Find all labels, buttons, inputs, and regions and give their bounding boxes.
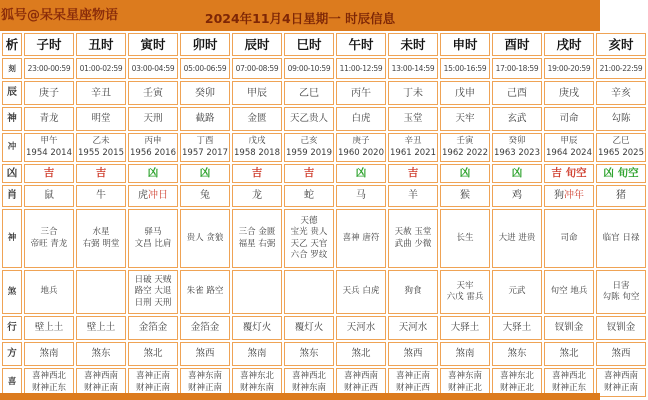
cell-shafang: 煞东 (76, 342, 126, 366)
row-label: 冲 (2, 133, 22, 162)
cell-zhishen: 天牢 (440, 107, 490, 131)
cell-shichen: 庚戌 (544, 81, 594, 105)
cell-jixiong: 凶 旬空 (596, 164, 646, 183)
cell-shichen: 戊申 (440, 81, 490, 105)
cell-shike: 15:00-16:59 (440, 58, 490, 79)
column-header: 寅时 (128, 33, 178, 56)
column-header: 酉时 (492, 33, 542, 56)
cell-chong: 庚子 1960 2020 (336, 133, 386, 162)
page-title: 2024年11月4日星期一 时辰信息 (204, 11, 396, 26)
cell-shichen: 壬寅 (128, 81, 178, 105)
cell-xiongsha: 元武 (492, 270, 542, 314)
cell-shafang: 煞南 (232, 342, 282, 366)
cell-shengxiao: 狗冲年 (544, 185, 594, 207)
cell-chong: 甲午 1954 2014 (24, 133, 74, 162)
cell-zhishen: 天刑 (128, 107, 178, 131)
row-label: 刻 (2, 58, 22, 79)
row-label: 神 (2, 209, 22, 268)
cell-shichen: 甲辰 (232, 81, 282, 105)
cell-caixi: 喜神西北 财神正东 (544, 368, 594, 397)
cell-shengxiao: 龙 (232, 185, 282, 207)
cell-caixi: 喜神东北 财神正北 (492, 368, 542, 397)
cell-shike: 17:00-18:59 (492, 58, 542, 79)
row-label: 辰 (2, 81, 22, 105)
cell-zhishen: 勾陈 (596, 107, 646, 131)
cell-shafang: 煞北 (544, 342, 594, 366)
cell-chong: 辛丑 1961 2021 (388, 133, 438, 162)
row-label: 凶 (2, 164, 22, 183)
cell-shike: 07:00-08:59 (232, 58, 282, 79)
cell-shichen: 辛亥 (596, 81, 646, 105)
cell-zhishen: 天乙贵人 (284, 107, 334, 131)
cell-shichen: 己酉 (492, 81, 542, 105)
cell-xiongsha (284, 270, 334, 314)
cell-chong: 丁酉 1957 2017 (180, 133, 230, 162)
cell-shike: 05:00-06:59 (180, 58, 230, 79)
cell-shichen: 庚子 (24, 81, 74, 105)
cell-shike: 21:00-22:59 (596, 58, 646, 79)
cell-jixiong: 吉 旬空 (544, 164, 594, 183)
cell-jixiong: 吉 (388, 164, 438, 183)
cell-shengxiao: 猴 (440, 185, 490, 207)
cell-shafang: 煞南 (440, 342, 490, 366)
row-label: 肖 (2, 185, 22, 207)
cell-jishen: 三合 金匮 福星 右弼 (232, 209, 282, 268)
cell-shafang: 煞西 (596, 342, 646, 366)
cell-chong: 乙未 1955 2015 (76, 133, 126, 162)
row-label: 煞 (2, 270, 22, 314)
cell-wuxing: 大驿土 (440, 316, 490, 340)
watermark-text: 狐号@呆呆星座物语 (1, 8, 119, 23)
cell-xiongsha: 日害 勾陈 旬空 (596, 270, 646, 314)
cell-chong: 甲辰 1964 2024 (544, 133, 594, 162)
cell-chong: 己亥 1959 2019 (284, 133, 334, 162)
column-header: 卯时 (180, 33, 230, 56)
cell-xiongsha: 旬空 地兵 (544, 270, 594, 314)
cell-chong: 壬寅 1962 2022 (440, 133, 490, 162)
cell-chong: 乙巳 1965 2025 (596, 133, 646, 162)
cell-caixi: 喜神西北 财神东南 (284, 368, 334, 397)
cell-zhishen: 白虎 (336, 107, 386, 131)
cell-wuxing: 钗钏金 (544, 316, 594, 340)
cell-jishen: 长生 (440, 209, 490, 268)
cell-zhishen: 玉堂 (388, 107, 438, 131)
cell-shichen: 乙巳 (284, 81, 334, 105)
cell-caixi: 喜神东北 财神东南 (232, 368, 282, 397)
cell-shafang: 煞北 (336, 342, 386, 366)
cell-shike: 03:00-04:59 (128, 58, 178, 79)
cell-shengxiao: 羊 (388, 185, 438, 207)
cell-xiongsha (232, 270, 282, 314)
cell-shengxiao: 牛 (76, 185, 126, 207)
cell-shafang: 煞西 (388, 342, 438, 366)
cell-wuxing: 壁上土 (76, 316, 126, 340)
cell-caixi: 喜神正南 财神正南 (128, 368, 178, 397)
row-label: 行 (2, 316, 22, 340)
column-header: 亥时 (596, 33, 646, 56)
cell-shengxiao: 兔 (180, 185, 230, 207)
cell-shichen: 丁未 (388, 81, 438, 105)
cell-jishen: 水星 右弼 明堂 (76, 209, 126, 268)
cell-chong: 癸卯 1963 2023 (492, 133, 542, 162)
cell-jixiong: 吉 (232, 164, 282, 183)
cell-shengxiao: 鼠 (24, 185, 74, 207)
bottom-border-bar (0, 393, 600, 400)
cell-xiongsha (76, 270, 126, 314)
cell-shengxiao: 蛇 (284, 185, 334, 207)
cell-jixiong: 吉 (284, 164, 334, 183)
cell-shike: 13:00-14:59 (388, 58, 438, 79)
column-header: 午时 (336, 33, 386, 56)
top-banner (0, 0, 600, 31)
cell-zhishen: 司命 (544, 107, 594, 131)
cell-caixi: 喜神西北 财神正东 (24, 368, 74, 397)
cell-shafang: 煞东 (492, 342, 542, 366)
cell-shichen: 丙午 (336, 81, 386, 105)
cell-jishen: 临官 日禄 (596, 209, 646, 268)
cell-shike: 11:00-12:59 (336, 58, 386, 79)
cell-shichen: 癸卯 (180, 81, 230, 105)
row-label: 神 (2, 107, 22, 131)
row-label: 喜 (2, 368, 22, 397)
column-header: 申时 (440, 33, 490, 56)
cell-jixiong: 吉 (76, 164, 126, 183)
cell-chong: 戊戌 1958 2018 (232, 133, 282, 162)
cell-zhishen: 明堂 (76, 107, 126, 131)
cell-chong: 丙申 1956 2016 (128, 133, 178, 162)
cell-jixiong: 凶 (336, 164, 386, 183)
column-header: 丑时 (76, 33, 126, 56)
row-label: 析 (2, 33, 22, 56)
cell-caixi: 喜神西南 财神正南 (596, 368, 646, 397)
cell-zhishen: 青龙 (24, 107, 74, 131)
cell-wuxing: 覆灯火 (284, 316, 334, 340)
cell-shengxiao: 鸡 (492, 185, 542, 207)
cell-shafang: 煞西 (180, 342, 230, 366)
cell-jishen: 天赦 玉堂 武曲 少微 (388, 209, 438, 268)
cell-zhishen: 截路 (180, 107, 230, 131)
cell-xiongsha: 狗食 (388, 270, 438, 314)
cell-wuxing: 覆灯火 (232, 316, 282, 340)
cell-caixi: 喜神西南 财神正西 (336, 368, 386, 397)
cell-shengxiao: 马 (336, 185, 386, 207)
cell-jixiong: 吉 (24, 164, 74, 183)
cell-jixiong: 凶 (128, 164, 178, 183)
cell-shengxiao: 虎冲日 (128, 185, 178, 207)
cell-xiongsha: 天牢 六戊 雷兵 (440, 270, 490, 314)
cell-wuxing: 天河水 (336, 316, 386, 340)
cell-zhishen: 金匮 (232, 107, 282, 131)
cell-jishen: 天德 宝光 贵人 天乙 天官 六合 罗纹 (284, 209, 334, 268)
cell-wuxing: 钗钏金 (596, 316, 646, 340)
cell-wuxing: 壁上土 (24, 316, 74, 340)
cell-shafang: 煞东 (284, 342, 334, 366)
cell-shengxiao: 猪 (596, 185, 646, 207)
cell-jixiong: 凶 (492, 164, 542, 183)
cell-shike: 19:00-20:59 (544, 58, 594, 79)
cell-wuxing: 金箔金 (128, 316, 178, 340)
cell-jishen: 喜神 唐符 (336, 209, 386, 268)
cell-shike: 23:00-00:59 (24, 58, 74, 79)
cell-xiongsha: 天兵 白虎 (336, 270, 386, 314)
hour-info-table (0, 31, 648, 399)
cell-wuxing: 大驿土 (492, 316, 542, 340)
cell-zhishen: 玄武 (492, 107, 542, 131)
cell-wuxing: 天河水 (388, 316, 438, 340)
cell-caixi: 喜神东南 财神正南 (180, 368, 230, 397)
cell-caixi: 喜神东南 财神正北 (440, 368, 490, 397)
column-header: 辰时 (232, 33, 282, 56)
cell-caixi: 喜神西南 财神正南 (76, 368, 126, 397)
row-label: 方 (2, 342, 22, 366)
column-header: 巳时 (284, 33, 334, 56)
cell-jixiong: 凶 (440, 164, 490, 183)
cell-shafang: 煞北 (128, 342, 178, 366)
cell-jishen: 司命 (544, 209, 594, 268)
column-header: 未时 (388, 33, 438, 56)
cell-shike: 01:00-02:59 (76, 58, 126, 79)
cell-jixiong: 凶 (180, 164, 230, 183)
cell-shichen: 辛丑 (76, 81, 126, 105)
cell-xiongsha: 朱雀 路空 (180, 270, 230, 314)
cell-shafang: 煞南 (24, 342, 74, 366)
column-header: 子时 (24, 33, 74, 56)
cell-xiongsha: 地兵 (24, 270, 74, 314)
cell-jishen: 大进 进贵 (492, 209, 542, 268)
cell-caixi: 喜神正南 财神正西 (388, 368, 438, 397)
cell-wuxing: 金箔金 (180, 316, 230, 340)
cell-jishen: 三合 帝旺 青龙 (24, 209, 74, 268)
column-header: 戌时 (544, 33, 594, 56)
cell-jishen: 驿马 文昌 比肩 (128, 209, 178, 268)
cell-xiongsha: 日破 天贼 路空 大退 日刑 天刑 (128, 270, 178, 314)
cell-jishen: 贵人 贪狼 (180, 209, 230, 268)
cell-shike: 09:00-10:59 (284, 58, 334, 79)
